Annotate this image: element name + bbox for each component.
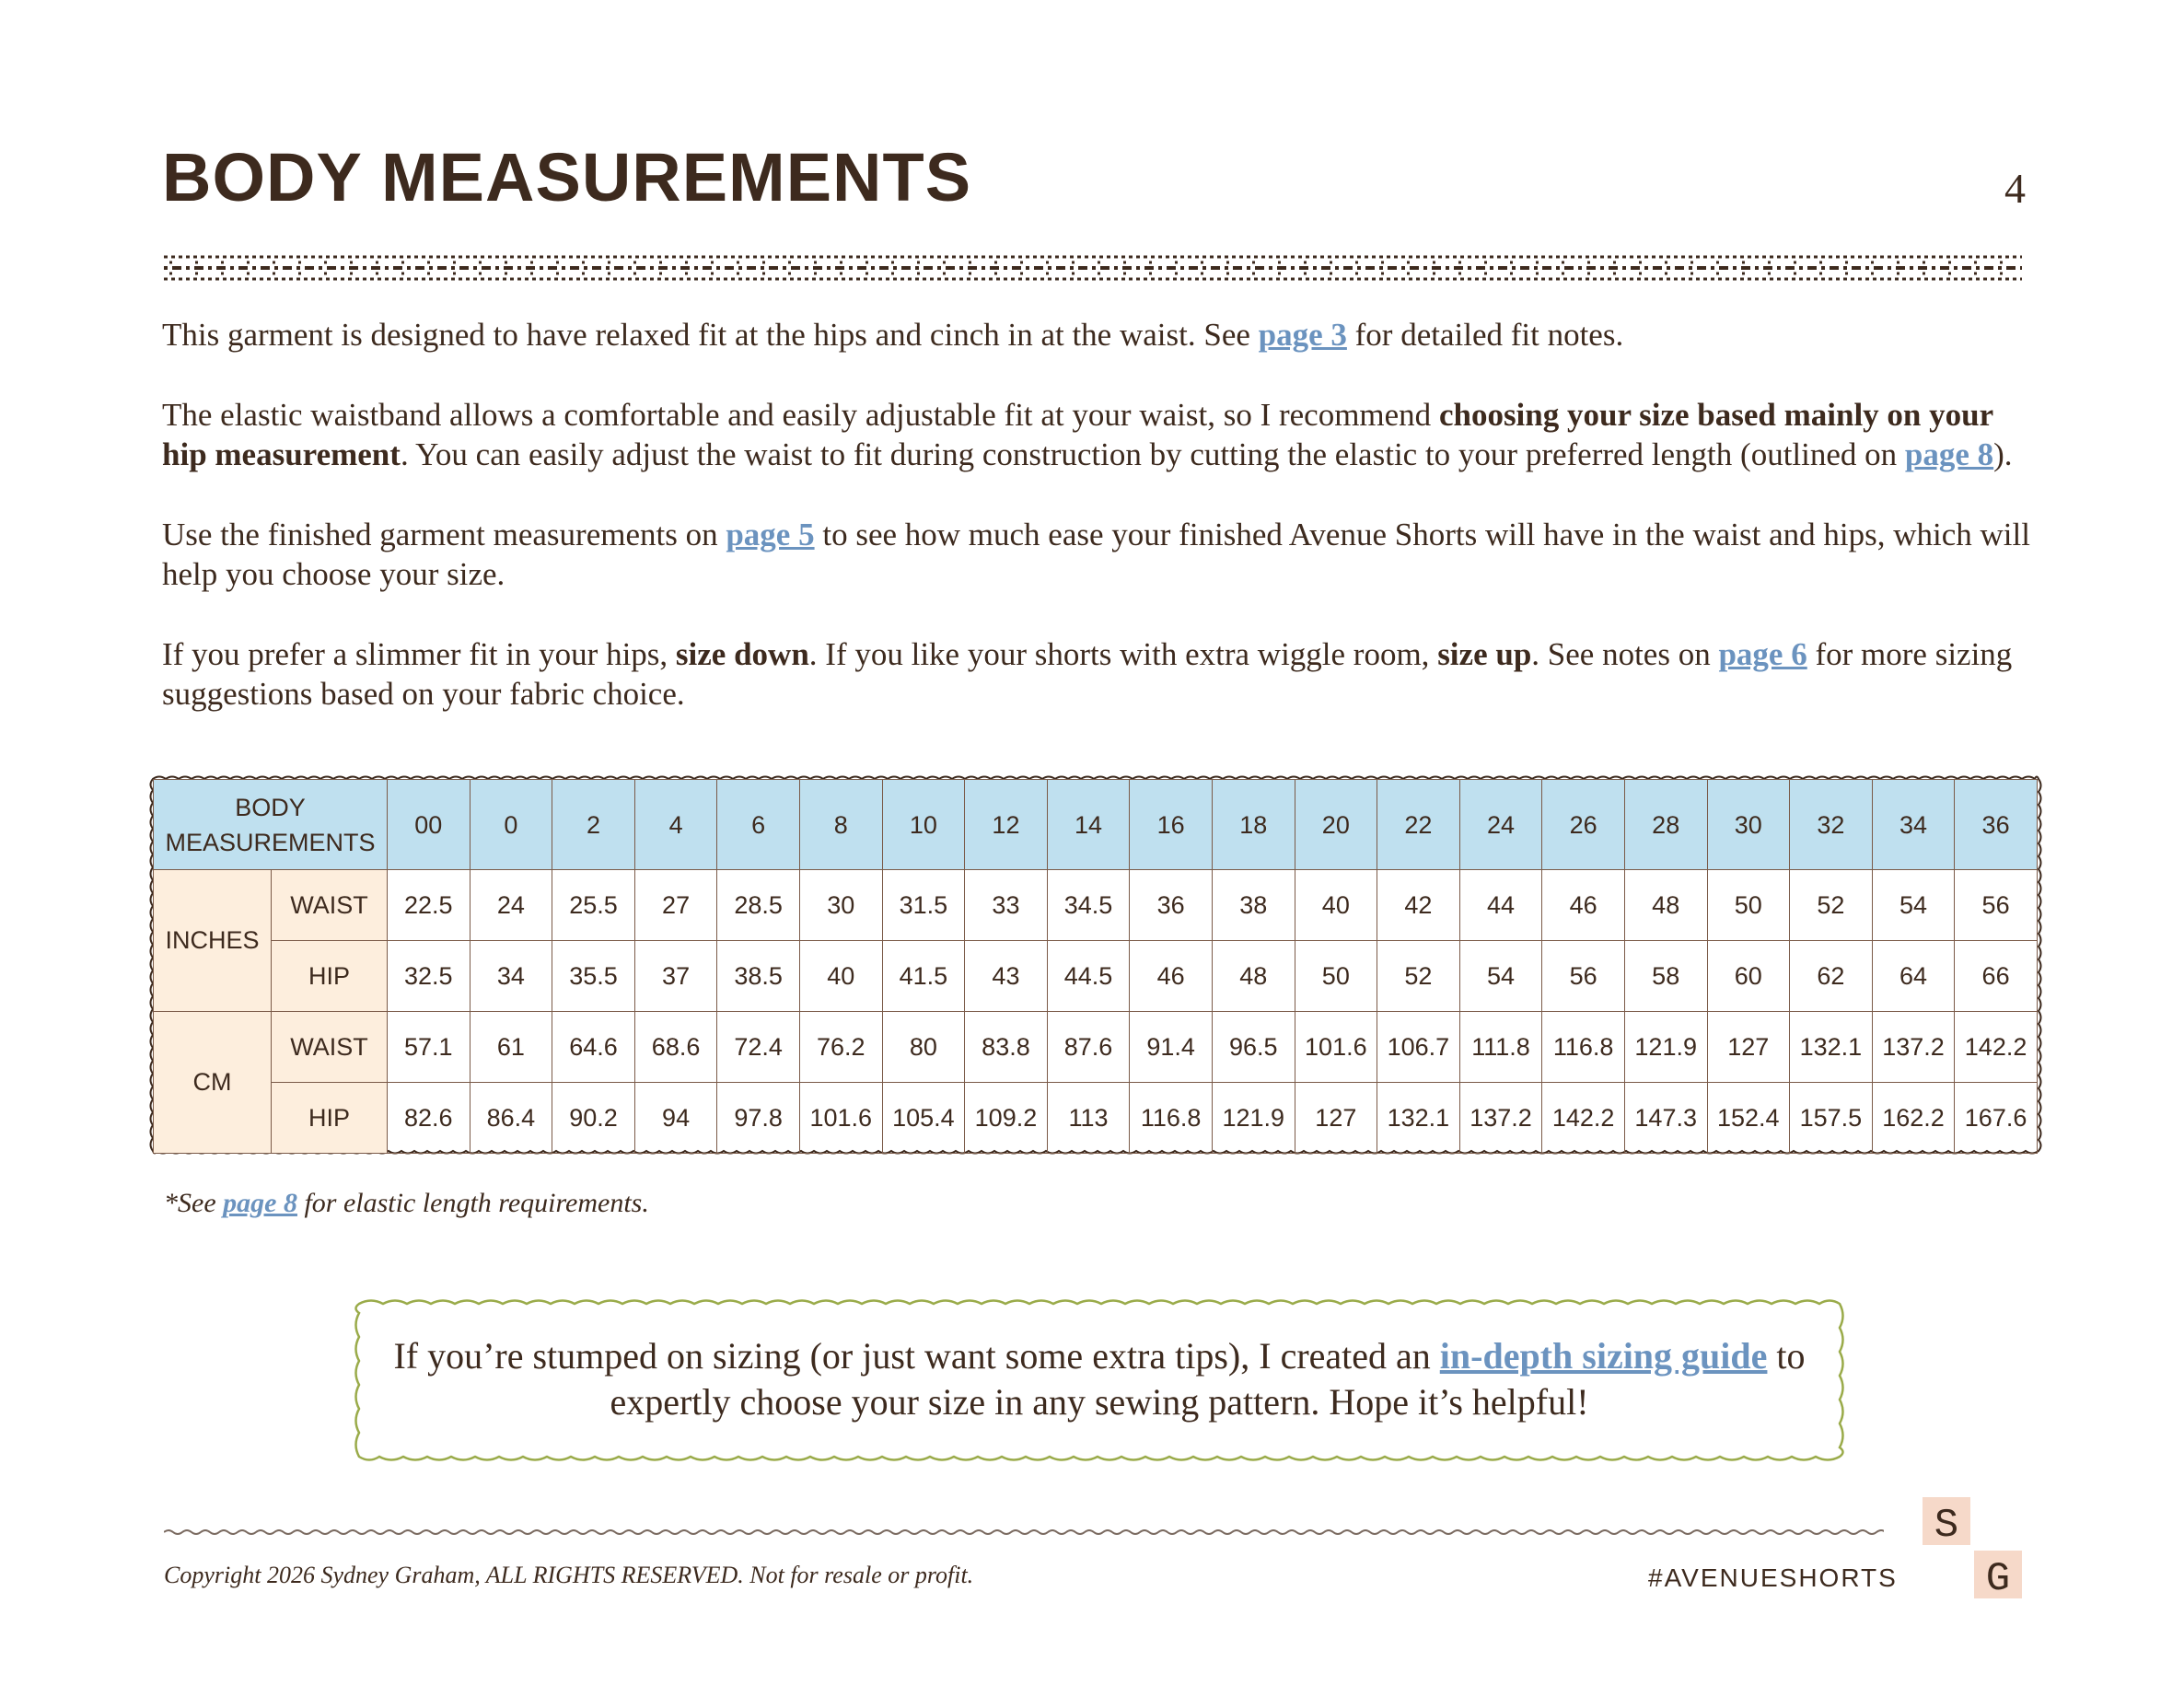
- table-cell: 40: [799, 941, 882, 1012]
- table-cell: 60: [1707, 941, 1790, 1012]
- table-row: [154, 1083, 2038, 1154]
- table-cell: 40: [1295, 870, 1377, 941]
- intro-paragraph-ease: Use the finished garment measurements on page 5 to see how much ease your finished Avenue Shorts will have in the waist and hips, which will help you choose your size.: [162, 517, 2030, 592]
- size-header-cell: 6: [717, 780, 800, 870]
- table-cell: 37: [634, 941, 717, 1012]
- table-cell: 35.5: [552, 941, 635, 1012]
- footnote-page-8-link[interactable]: page 8: [223, 1188, 297, 1218]
- table-cell: 109.2: [965, 1083, 1048, 1154]
- sizing-guide-link[interactable]: in-depth sizing guide: [1439, 1335, 1768, 1377]
- size-header-cell: 4: [634, 780, 717, 870]
- page-5-link[interactable]: page 5: [726, 517, 815, 552]
- table-cell: 94: [634, 1083, 717, 1154]
- logo-letter-g: G: [1985, 1556, 2011, 1600]
- footnote: *See page 8 for elastic length requirements.: [164, 1188, 649, 1218]
- table-cell: 31.5: [882, 870, 965, 941]
- table-header-label: BODY MEASUREMENTS: [154, 780, 388, 870]
- callout-text: If you’re stumped on sizing (or just want some extra tips), I created an in-depth sizing guide to expertly choose your size in any sewing pattern. Hope it’s helpful!: [393, 1335, 1806, 1423]
- table-cell: 142.2: [1955, 1012, 2038, 1083]
- table-cell: 24: [470, 870, 552, 941]
- table-cell: 121.9: [1212, 1083, 1295, 1154]
- table-cell: 42: [1377, 870, 1460, 941]
- table-cell: 62: [1790, 941, 1873, 1012]
- table-cell: 90.2: [552, 1083, 635, 1154]
- table-cell: 56: [1542, 941, 1625, 1012]
- size-header-cell: 14: [1047, 780, 1130, 870]
- table-cell: 72.4: [717, 1012, 800, 1083]
- footer-wavy-divider: [164, 1527, 1884, 1538]
- table-cell: 82.6: [388, 1083, 470, 1154]
- size-header-cell: 8: [799, 780, 882, 870]
- measurement-label: HIP: [272, 1083, 388, 1154]
- table-cell: 46: [1542, 870, 1625, 941]
- table-cell: 54: [1459, 941, 1542, 1012]
- table-cell: 25.5: [552, 870, 635, 941]
- table-cell: 30: [799, 870, 882, 941]
- table-cell: 106.7: [1377, 1012, 1460, 1083]
- table-cell: 167.6: [1955, 1083, 2038, 1154]
- size-header-cell: 0: [470, 780, 552, 870]
- table-cell: 76.2: [799, 1012, 882, 1083]
- unit-label: CM: [154, 1012, 272, 1154]
- intro-paragraph-fit: This garment is designed to have relaxed fit at the hips and cinch in at the waist. See page 3 for detailed fit notes.: [162, 317, 1624, 353]
- table-cell: 44.5: [1047, 941, 1130, 1012]
- size-header-cell: 24: [1459, 780, 1542, 870]
- copyright-notice: Copyright 2026 Sydney Graham, ALL RIGHTS RESERVED. Not for resale or profit.: [164, 1562, 974, 1588]
- table-cell: 50: [1707, 870, 1790, 941]
- measurement-label: HIP: [272, 941, 388, 1012]
- size-header-cell: 12: [965, 780, 1048, 870]
- decorative-header-border: [164, 252, 2022, 284]
- table-cell: 34: [470, 941, 552, 1012]
- measurement-label: WAIST: [272, 1012, 388, 1083]
- intro-text: [162, 315, 2031, 754]
- table-cell: 157.5: [1790, 1083, 1873, 1154]
- size-header-cell: 28: [1624, 780, 1707, 870]
- table-cell: 101.6: [799, 1083, 882, 1154]
- size-header-cell: 22: [1377, 780, 1460, 870]
- table-cell: 44: [1459, 870, 1542, 941]
- table-cell: 101.6: [1295, 1012, 1377, 1083]
- table-cell: 66: [1955, 941, 2038, 1012]
- table-cell: 52: [1377, 941, 1460, 1012]
- table-cell: 127: [1295, 1083, 1377, 1154]
- table-cell: 34.5: [1047, 870, 1130, 941]
- table-cell: 32.5: [388, 941, 470, 1012]
- unit-label: INCHES: [154, 870, 272, 1012]
- size-header-cell: 20: [1295, 780, 1377, 870]
- table-cell: 127: [1707, 1012, 1790, 1083]
- table-cell: 54: [1872, 870, 1955, 941]
- table-cell: 132.1: [1790, 1012, 1873, 1083]
- table-cell: 38: [1212, 870, 1295, 941]
- logo-letter-s: S: [1934, 1503, 1959, 1549]
- table-cell: 147.3: [1624, 1083, 1707, 1154]
- table-cell: 64: [1872, 941, 1955, 1012]
- table-cell: 96.5: [1212, 1012, 1295, 1083]
- table-row: [154, 870, 2038, 941]
- table-cell: 111.8: [1459, 1012, 1542, 1083]
- size-header-cell: 30: [1707, 780, 1790, 870]
- table-cell: 91.4: [1130, 1012, 1213, 1083]
- page-3-link[interactable]: page 3: [1258, 317, 1347, 353]
- table-cell: 116.8: [1130, 1083, 1213, 1154]
- table-cell: 80: [882, 1012, 965, 1083]
- table-cell: 83.8: [965, 1012, 1048, 1083]
- table-cell: 36: [1130, 870, 1213, 941]
- table-cell: 142.2: [1542, 1083, 1625, 1154]
- table-cell: 52: [1790, 870, 1873, 941]
- table-cell: 56: [1955, 870, 2038, 941]
- table-cell: 132.1: [1377, 1083, 1460, 1154]
- table-cell: 27: [634, 870, 717, 941]
- table-cell: 22.5: [388, 870, 470, 941]
- table-cell: 48: [1212, 941, 1295, 1012]
- table-cell: 43: [965, 941, 1048, 1012]
- table-cell: 68.6: [634, 1012, 717, 1083]
- table-header-row: [154, 780, 2038, 870]
- size-header-cell: 10: [882, 780, 965, 870]
- table-cell: 48: [1624, 870, 1707, 941]
- sg-logo: [1921, 1495, 2024, 1600]
- table-cell: 113: [1047, 1083, 1130, 1154]
- size-header-cell: 00: [388, 780, 470, 870]
- table-cell: 116.8: [1542, 1012, 1625, 1083]
- table-cell: 28.5: [717, 870, 800, 941]
- size-header-cell: 34: [1872, 780, 1955, 870]
- sizing-guide-callout: [352, 1296, 1847, 1464]
- table-cell: 33: [965, 870, 1048, 941]
- table-cell: 58: [1624, 941, 1707, 1012]
- page-8-link[interactable]: page 8: [1904, 436, 1994, 472]
- table-cell: 137.2: [1872, 1012, 1955, 1083]
- table-row: [154, 941, 2038, 1012]
- table-cell: 105.4: [882, 1083, 965, 1154]
- table-cell: 46: [1130, 941, 1213, 1012]
- intro-paragraph-waistband: The elastic waistband allows a comfortable and easily adjustable fit at your waist, so I recommend choosing your size based mainly on your hip measurement. You can easily adjust the waist to fit during construction by cutting the elastic to your preferred length (outlined on page 8).: [162, 397, 2013, 472]
- measurement-label: WAIST: [272, 870, 388, 941]
- table-row: [154, 1012, 2038, 1083]
- size-header-cell: 36: [1955, 780, 2038, 870]
- table-cell: 41.5: [882, 941, 965, 1012]
- size-header-cell: 32: [1790, 780, 1873, 870]
- table-cell: 38.5: [717, 941, 800, 1012]
- table-cell: 50: [1295, 941, 1377, 1012]
- page-title: BODY MEASUREMENTS: [162, 139, 972, 215]
- table-cell: 64.6: [552, 1012, 635, 1083]
- page-number: 4: [2004, 165, 2026, 212]
- body-measurements-table: [153, 779, 2038, 1154]
- table-cell: 57.1: [388, 1012, 470, 1083]
- size-header-cell: 2: [552, 780, 635, 870]
- size-header-cell: 18: [1212, 780, 1295, 870]
- table-cell: 61: [470, 1012, 552, 1083]
- hashtag: #AVENUESHORTS: [1648, 1563, 1898, 1592]
- table-cell: 86.4: [470, 1083, 552, 1154]
- table-cell: 97.8: [717, 1083, 800, 1154]
- table-cell: 152.4: [1707, 1083, 1790, 1154]
- page-6-link[interactable]: page 6: [1718, 636, 1807, 672]
- table-cell: 137.2: [1459, 1083, 1542, 1154]
- table-cell: 121.9: [1624, 1012, 1707, 1083]
- table-cell: 87.6: [1047, 1012, 1130, 1083]
- size-chart: [147, 773, 2044, 1156]
- size-header-cell: 26: [1542, 780, 1625, 870]
- intro-paragraph-sizing: If you prefer a slimmer fit in your hips, size down. If you like your shorts with extra wiggle room, size up. See notes on page 6 for more sizing suggestions based on your fabric choice.: [162, 636, 2013, 712]
- size-header-cell: 16: [1130, 780, 1213, 870]
- table-cell: 162.2: [1872, 1083, 1955, 1154]
